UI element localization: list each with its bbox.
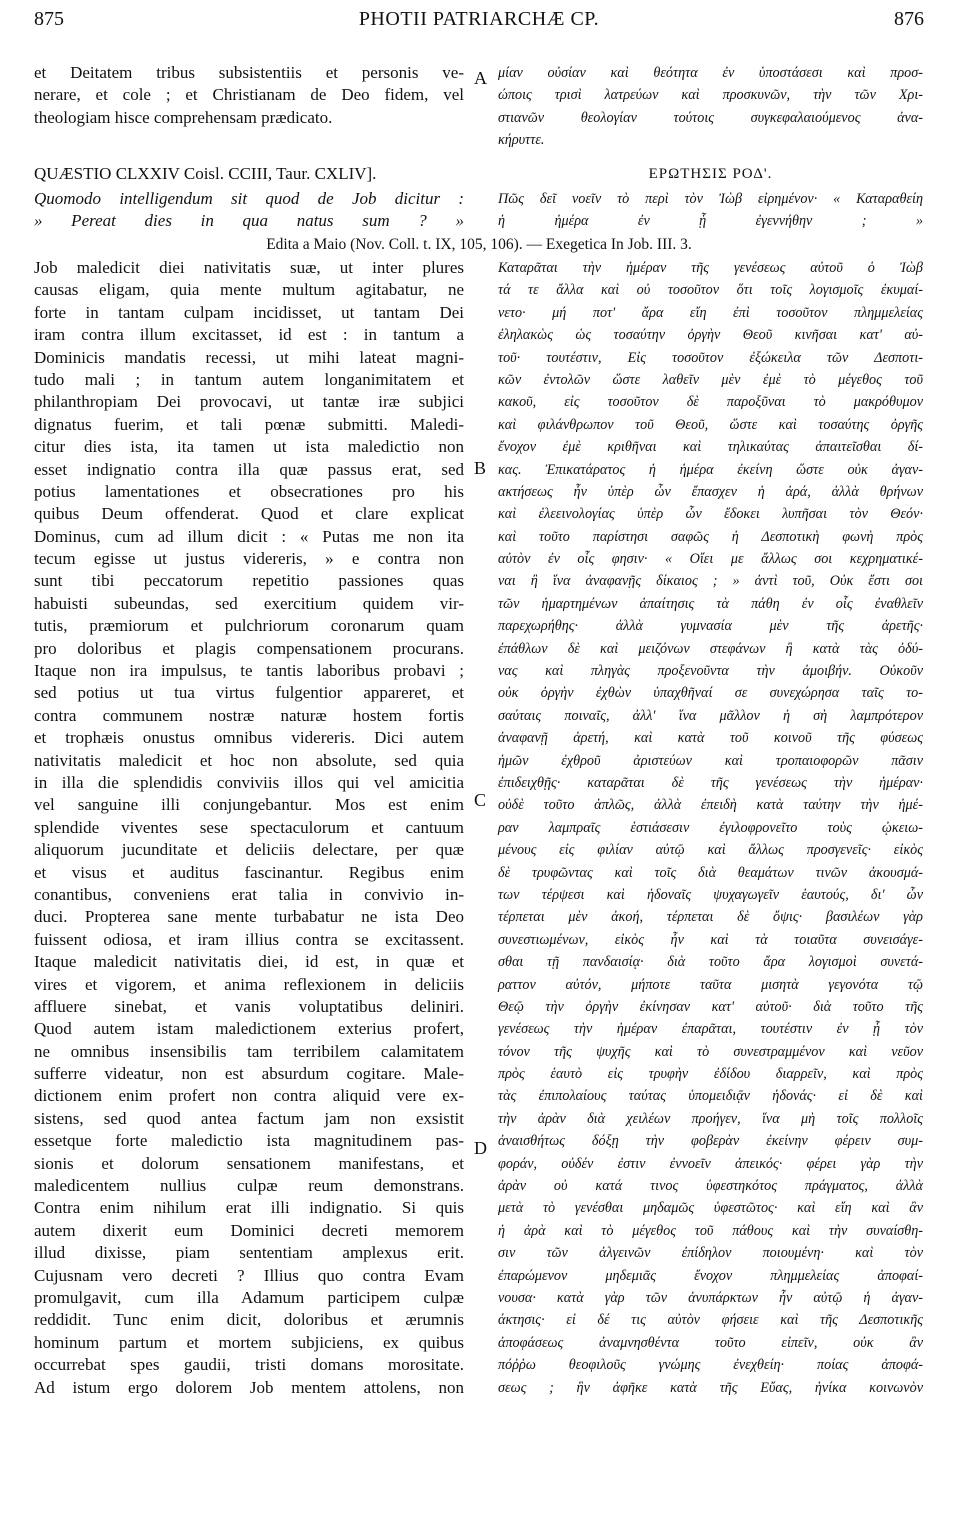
latin-body-line: occurrebat spes gaudii, tristi domans morositate. bbox=[34, 1355, 464, 1375]
greek-body-line: πόῤῥω θεοφιλοῦς γνώμης ἐνεχθείη· ποίας ἀποφά- bbox=[498, 1357, 923, 1374]
greek-body-line: τοῦ· τουτέστιν, Εἰς τοσοῦτον ἐξώκειλα τῶν Δεσποτι- bbox=[498, 349, 923, 366]
latin-body-text bbox=[34, 257, 464, 1399]
greek-body-line: κας. Ἐπικατάρατος ἡ ἡμέρα ἐκείνη ὥστε οὐκ ἀγαν- bbox=[498, 461, 923, 478]
greek-body-line: άκτησις· εἰ δέ τις αὐτὸν φήσειε καὶ τῆς Δεσποτικῆς bbox=[498, 1312, 923, 1329]
latin-question-line: Quomodo intelligendum sit quod de Job dicitur : bbox=[34, 189, 464, 208]
latin-body-line: Quod autem istam maledictionem exterius profert, bbox=[34, 1019, 464, 1039]
margin-marker-c: C bbox=[474, 790, 487, 810]
latin-body-line: autem dixerit eum Dominici decreti memorem bbox=[34, 1220, 464, 1240]
latin-body-line: habuisti subeundas, sed exercitium quidem vir- bbox=[34, 593, 464, 613]
latin-body-line: sed potius ut tua virtus fulgentior appareret, et bbox=[34, 683, 464, 703]
latin-body-line: dignatus fuerim, et tali pœnæ submitti. Maledi- bbox=[34, 414, 464, 434]
latin-body-line: Contra enim nihilum erat illi indignatio. Si quis bbox=[34, 1198, 464, 1218]
latin-body-line: tudo mali ; in tantum autem longanimitatem et bbox=[34, 369, 464, 389]
greek-body-line: σεως ; ἣν ἀφῆκε κατὰ τῆς Εὔας, ἡνίκα κοινωνὸν bbox=[498, 1379, 923, 1396]
greek-body-line: αὐτὸν ἐν οἷς φησιν· « Οἴει με ἄλλως σοι κεχρηματικέ- bbox=[498, 551, 923, 568]
greek-body-line: πρὸς ἑαυτὸ εἰς τρυφὴν ἐδίδου διαρρεῖν, καὶ πρὸς bbox=[498, 1066, 923, 1083]
greek-body-line: φοράν, οὐδέν ἐστιν ἐννοεῖν ἀπεικός· φέρει γὰρ τὴν bbox=[498, 1155, 923, 1172]
greek-intro-line: κήρυττε. bbox=[498, 132, 545, 149]
greek-intro bbox=[498, 62, 923, 152]
greek-body-line: ἐπάθλων δὲ καὶ μειζόνων στεφάνων ἢ κατὰ τὰς ὀδύ- bbox=[498, 640, 923, 657]
latin-intro-line: theologiam hisce comprehensam prædicato. bbox=[34, 107, 333, 127]
greek-body-line: τὰς ἐπιπολαίους ταύτας ὑπομειδιᾷν ἡδονάς· εἰ δὲ καὶ bbox=[498, 1088, 923, 1105]
latin-body-line: hominum partum et mortem subjiciens, ex quibus bbox=[34, 1332, 464, 1352]
latin-body-line: Itaque non ira impulsus, te tantis laboribus probavi ; bbox=[34, 661, 464, 681]
latin-body-line: tecum egisse ut justus videreris, » e contra non bbox=[34, 549, 464, 569]
greek-body-line: νουσα· κατὰ γὰρ τῶν ἀνυπάρκτων ἦν αὐτῷ ἡ ἀγαν- bbox=[498, 1289, 923, 1306]
latin-body-line: Ad istum ergo dolorem Job mentem attolens, non bbox=[34, 1377, 464, 1397]
latin-question bbox=[34, 188, 464, 233]
greek-body-line: καὶ ἐλεεινολογίας ὑπὲρ ὧν ἔδοκει λυπῆσαι τὸν Θεόν· bbox=[498, 506, 923, 523]
latin-body-line: iram contra illum excitasset, id est : in tantum a bbox=[34, 325, 464, 345]
page-number-right: 876 bbox=[894, 8, 924, 30]
latin-body-line: splendide viventes sese spectaculorum et cantuum bbox=[34, 817, 464, 837]
greek-body-line: νας καὶ πληγὰς προξενοῦντα τὴν ἀμοιβήν. Οὐκοῦν bbox=[498, 663, 923, 680]
page-number-left: 875 bbox=[34, 8, 64, 30]
greek-body-text bbox=[498, 257, 923, 1399]
latin-question-line: » Pereat dies in qua natus sum ? » bbox=[34, 211, 464, 231]
greek-question-title bbox=[498, 163, 923, 185]
greek-body-line: τά τε ἄλλα καὶ οὐ τοσοῦτον ὅτι τοῖς λογισμοῖς ἐκυμαί- bbox=[498, 282, 923, 299]
latin-body-line: in illa die splendidis conviviis illos qui vel amicitia bbox=[34, 772, 464, 792]
greek-body-line: παρεχωρήθης· ἀλλὰ γυμνασία μὲν τῆς ἀρετῆς· bbox=[498, 618, 923, 635]
latin-body-line: reddidit. Tunc enim dicit, doloribus et ærumnis bbox=[34, 1310, 464, 1330]
running-header bbox=[34, 8, 924, 38]
latin-intro-line: nerare, et cole ; et Christianam de Deo fidem, vel bbox=[34, 85, 464, 105]
greek-body-line: συνεστιωμένων, εἰκὸς ἦν καὶ τὰ τοιαῦτα συνεισάγε- bbox=[498, 931, 923, 948]
latin-body-line: duci. Propterea sane mente turbabatur ne ista Deo bbox=[34, 907, 464, 927]
latin-body-line: quibus Deum offenderat. Quod et clare explicat bbox=[34, 504, 464, 524]
greek-body-line: σαύταις ποιναῖς, ἀλλ' ἵνα μᾶλλον ἡ σὴ λαμπρότερον bbox=[498, 707, 923, 724]
greek-body-line: κακοῦ, εἰς τοσοῦτον δὲ παροξῦναι τὸ μακρόθυμον bbox=[498, 394, 923, 411]
margin-marker-b: B bbox=[474, 458, 487, 478]
greek-body-line: ἐπαρώμενον μηδεμιᾶς ἔνοχον πλημμελείας ἀποφαί- bbox=[498, 1267, 923, 1284]
latin-body-line: nativitatis maledicit et hoc non absolute, sed quia bbox=[34, 750, 464, 770]
greek-intro-line: ώποις τρισὶ λατρεύων καὶ προσκυνῶν, τὴν τῶν Χρι- bbox=[498, 87, 923, 104]
latin-body-line: contra communem nostræ naturæ hostem fortis bbox=[34, 705, 464, 725]
latin-body-line: ne omnibus insensibilis tam terribilem calamitatem bbox=[34, 1041, 464, 1061]
greek-body-line: ἀποφάσεως ἀναμνησθέντα τοῦτο εἰπεῖν, οὐκ ἂν bbox=[498, 1334, 923, 1351]
greek-body-line: ἔνοχον ἐμὲ κριθῆναι καὶ τηλικαύτας ἀπαιτεῖσθαι δί- bbox=[498, 439, 923, 456]
latin-body-line: sufferre videatur, non est absurdum cogitare. Male- bbox=[34, 1064, 464, 1084]
greek-body-line: Θεῷ τὴν ὀργὴν ἐκίνησαν κατ' αὐτοῦ· διὰ τοῦτο τῆς bbox=[498, 998, 923, 1015]
latin-body-line: et visus et auditus fascinantur. Regibus enim bbox=[34, 862, 464, 882]
latin-body-line: vel sanguine illi conjungebantur. Mos est enim bbox=[34, 795, 464, 815]
latin-body-line: sunt tibi peccatorum repetitio passiones quas bbox=[34, 571, 464, 591]
greek-body-line: τέρπεται μὲν ἀκοή, τέρπεται δὲ ὄψις· βασιλέων γὰρ bbox=[498, 909, 923, 926]
greek-body-line: τόνον τῆς ψυχῆς καὶ τὸ συνεστραμμένον καὶ νεῦον bbox=[498, 1043, 923, 1060]
greek-body-line: γενέσεως τὴν ἡμέραν ἐπαρᾶται, τουτέστιν ἐν ᾗ τὸν bbox=[498, 1021, 923, 1038]
latin-body-line: illud dixisse, piam sententiam amplexus erit. bbox=[34, 1243, 464, 1263]
greek-body-line: ἀρὰν οὐ κατά τινος ὑφεστηκότος πράγματος, ἀλλὰ bbox=[498, 1178, 923, 1195]
latin-question-title bbox=[34, 163, 464, 185]
greek-intro-line: στιανῶν θεολογίαν τούτοις συγκεφαλαιούμενος ἀνα- bbox=[498, 109, 923, 126]
greek-body-line: ακτήσεως ἦν ὑπὲρ ὧν ἔπασχεν ἡ ἀρά, ἀλλὰ θρήνων bbox=[498, 483, 923, 500]
greek-body-line: των τέρψεσι καὶ ἡδοναῖς ψυχαγωγεῖν ἑαυτούς, δι' ὧν bbox=[498, 886, 923, 903]
greek-body-line: οὐκ ὀργὴν ἐχθὼν ὑπαχθῆναί σε συνεχώρησα ταῖς το- bbox=[498, 685, 923, 702]
greek-body-line: τῶν ἡμαρτημένων ἀπαίτησις τὰ πάθη ἐν οἷς ἐναθλεῖν bbox=[498, 595, 923, 612]
greek-body-line: μένους εἰς φιλίαν αὐτῷ καὶ ἄλλως προσγενεῖς· εἰκὸς bbox=[498, 842, 923, 859]
margin-marker-a: A bbox=[474, 68, 487, 88]
latin-body-line: et trophæis onustus omnibus videreris. Dici autem bbox=[34, 728, 464, 748]
greek-intro-line: μίαν οὐσίαν καὶ θεότητα ἐν ὑποστάσεσι καὶ προσ- bbox=[498, 65, 923, 81]
latin-body-line: citur dies ista, ita tamen ut ista maledictio non bbox=[34, 437, 464, 457]
latin-intro bbox=[34, 62, 464, 129]
latin-body-line: tutis, præmiorum et pulchriorum coronarum quam bbox=[34, 616, 464, 636]
latin-body-line: sistens, sed quod antea factum jam non exsistit bbox=[34, 1108, 464, 1128]
margin-marker-d: D bbox=[474, 1138, 487, 1158]
greek-body-line: σθαι τῇ πανδαισίᾳ· διὰ τοῦτο ἄρα λογισμοὶ συνετά- bbox=[498, 954, 923, 971]
latin-body-line: sionis et dolorum sensationem manifestans, et bbox=[34, 1153, 464, 1173]
latin-body-line: pro doloribus et plagis compensationem procurans. bbox=[34, 638, 464, 658]
latin-body-line: Dominus, cum ad illum dicit : « Putas me non ita bbox=[34, 526, 464, 546]
greek-body-line: καὶ τοῦτο παρίστησι σαφῶς ἡ Δεσποτικὴ φωνὴ πρὸς bbox=[498, 528, 923, 545]
latin-body-line: Cujusnam vero decreti ? Illius quo contra Evam bbox=[34, 1265, 464, 1285]
latin-body-line: philanthropiam Dei provocavi, ut tantæ iræ subjici bbox=[34, 392, 464, 412]
latin-body-line: promulgavit, cum illa Adamum participem culpæ bbox=[34, 1287, 464, 1307]
greek-body-line: ἐληλακὼς ὡς τοσαύτην ὀργὴν Θεοῦ κινῆσαι κατ' αὐ- bbox=[498, 327, 923, 344]
latin-body-line: essetque forte maledictio ista magnitudinem pas- bbox=[34, 1131, 464, 1151]
latin-body-line: aliquorum jucunditate et deliciis delectare, per quæ bbox=[34, 840, 464, 860]
edition-note: Edita a Maio (Nov. Coll. t. IX, 105, 106). — Exegetica In Job. III. 3. bbox=[266, 236, 692, 253]
greek-body-line: οὐδὲ τοῦτο ἁπλῶς, ἀλλὰ ἐπειδὴ κατὰ ταύτην τὴν ἡμέ- bbox=[498, 797, 923, 814]
greek-body-line: νετο· μή ποτ' ἄρα εἴη ἐπὶ τοσοῦτον πλημμελείας bbox=[498, 304, 923, 321]
latin-intro-line: et Deitatem tribus subsistentiis et personis ve- bbox=[34, 63, 464, 82]
latin-body-line: maledicentem nullius culpæ reum demonstrans. bbox=[34, 1176, 464, 1196]
greek-body-line: ἡ ἀρὰ καὶ τὸ μέγεθος τοῦ πάθους καὶ τὴν συναίσθη- bbox=[498, 1222, 923, 1239]
greek-body-line: ἡμῶν ἐχθροῦ ἀριστεύων καὶ τροπαιοφορῶν πᾶσιν bbox=[498, 752, 923, 769]
latin-body-line: conantibus, conveniens erat talia in convivio in- bbox=[34, 884, 464, 904]
greek-body-line: καὶ φιλάνθρωπον τοῦ Θεοῦ, ὥστε καὶ τοσαύτης ὀργῆς bbox=[498, 416, 923, 433]
latin-body-line: Itaque maledicit nativitatis diei, id est, in quæ et bbox=[34, 952, 464, 972]
greek-body-line: μετὰ τὸ γενέσθαι μηδαμῶς ὑφεστῶτος· καὶ εἴη καὶ ἂν bbox=[498, 1200, 923, 1217]
latin-body-line: Job maledicit diei nativitatis suæ, ut inter plures bbox=[34, 258, 464, 277]
greek-body-line: ναι ἢ ἵνα ἀναφανῇς δίκαιος ; » ἀντὶ τοῦ, Οὐκ ἔστι σοι bbox=[498, 573, 923, 590]
latin-body-line: vires et vigorem, et anima reflexionem in deliciis bbox=[34, 974, 464, 994]
latin-body-line: forte in tantam culpam incidisset, ut tantam Dei bbox=[34, 302, 464, 322]
greek-body-line: Καταρᾶται τὴν ἡμέραν τῆς γενέσεως αὐτοῦ ὁ Ἰὼβ bbox=[498, 260, 923, 276]
greek-body-line: δὲ τρυφῶντας καὶ τοῖς διὰ θεαμάτων τινῶν ἀκουσμά- bbox=[498, 864, 923, 881]
greek-question bbox=[498, 188, 923, 233]
greek-question-line: Πῶς δεῖ νοεῖν τὸ περὶ τὸν Ἰὼβ εἰρημένον· « Καταραθείη bbox=[498, 191, 923, 207]
greek-body-line: ἀναισθήτως δόξῃ τὴν φοβερὰν ἐκείνην φέρειν συμ- bbox=[498, 1133, 923, 1150]
latin-body-line: causas eligam, quia mente multum agitabatur, ne bbox=[34, 280, 464, 300]
greek-body-line: σιν τῶν ἀλγεινῶν ἐπίδηλον ποιουμένη· καὶ τὸν bbox=[498, 1245, 923, 1262]
latin-question-title-text: QUÆSTIO CLXXIV Coisl. CCIII, Taur. CXLIV]. bbox=[34, 164, 377, 183]
latin-body-line: esset indignatio contra illa quæ passus erat, sed bbox=[34, 459, 464, 479]
latin-body-line: affluere sinebat, et vanis voluptatibus deliniri. bbox=[34, 996, 464, 1016]
latin-body-line: dictionem enim profert non contra aliquid vere ex- bbox=[34, 1086, 464, 1106]
greek-body-line: κῶν ἐντολῶν ὥστε λαθεῖν μὲν ἐμὲ τὸ μέγεθος τοῦ bbox=[498, 371, 923, 388]
latin-body-line: potius lamentationes et obsecrationes pro his bbox=[34, 481, 464, 501]
running-title: PHOTII PATRIARCHÆ CP. bbox=[358, 8, 600, 30]
greek-body-line: ἐπιδειχθῇς· καταρᾶται δὲ τῆς γενέσεως τὴν ἡμέραν· bbox=[498, 774, 923, 791]
greek-question-line: ἡ ἡμέρα ἐν ᾗ ἐγεννήθην ; » bbox=[498, 213, 923, 230]
greek-body-line: ραττον αὐτόν, μήποτε ταῦτα μισητὰ γεγονότα τῷ bbox=[498, 976, 923, 993]
latin-body-line: Dominicis mandatis recessi, ut mihi lateat magni- bbox=[34, 347, 464, 367]
greek-body-line: ἀναφανῇ ἀρετή, καὶ κατὰ τοῦ κοινοῦ τῆς φύσεως bbox=[498, 730, 923, 747]
greek-body-line: τὴν ἀρὰν διὰ χειλέων προήγεν, ἵνα μὴ τοῖς πολλοῖς bbox=[498, 1110, 923, 1127]
greek-question-title-text: ΕΡΩΤΗΣΙΣ ΡΟΔ'. bbox=[648, 166, 773, 182]
greek-body-line: ραν λαμπραῖς ἑστιάσεσιν ἐγιλοφρονεῖτο τοὺς ᾠκειω- bbox=[498, 819, 923, 836]
latin-body-line: fuissent odiosa, et iram illius contra se excitassent. bbox=[34, 929, 464, 949]
